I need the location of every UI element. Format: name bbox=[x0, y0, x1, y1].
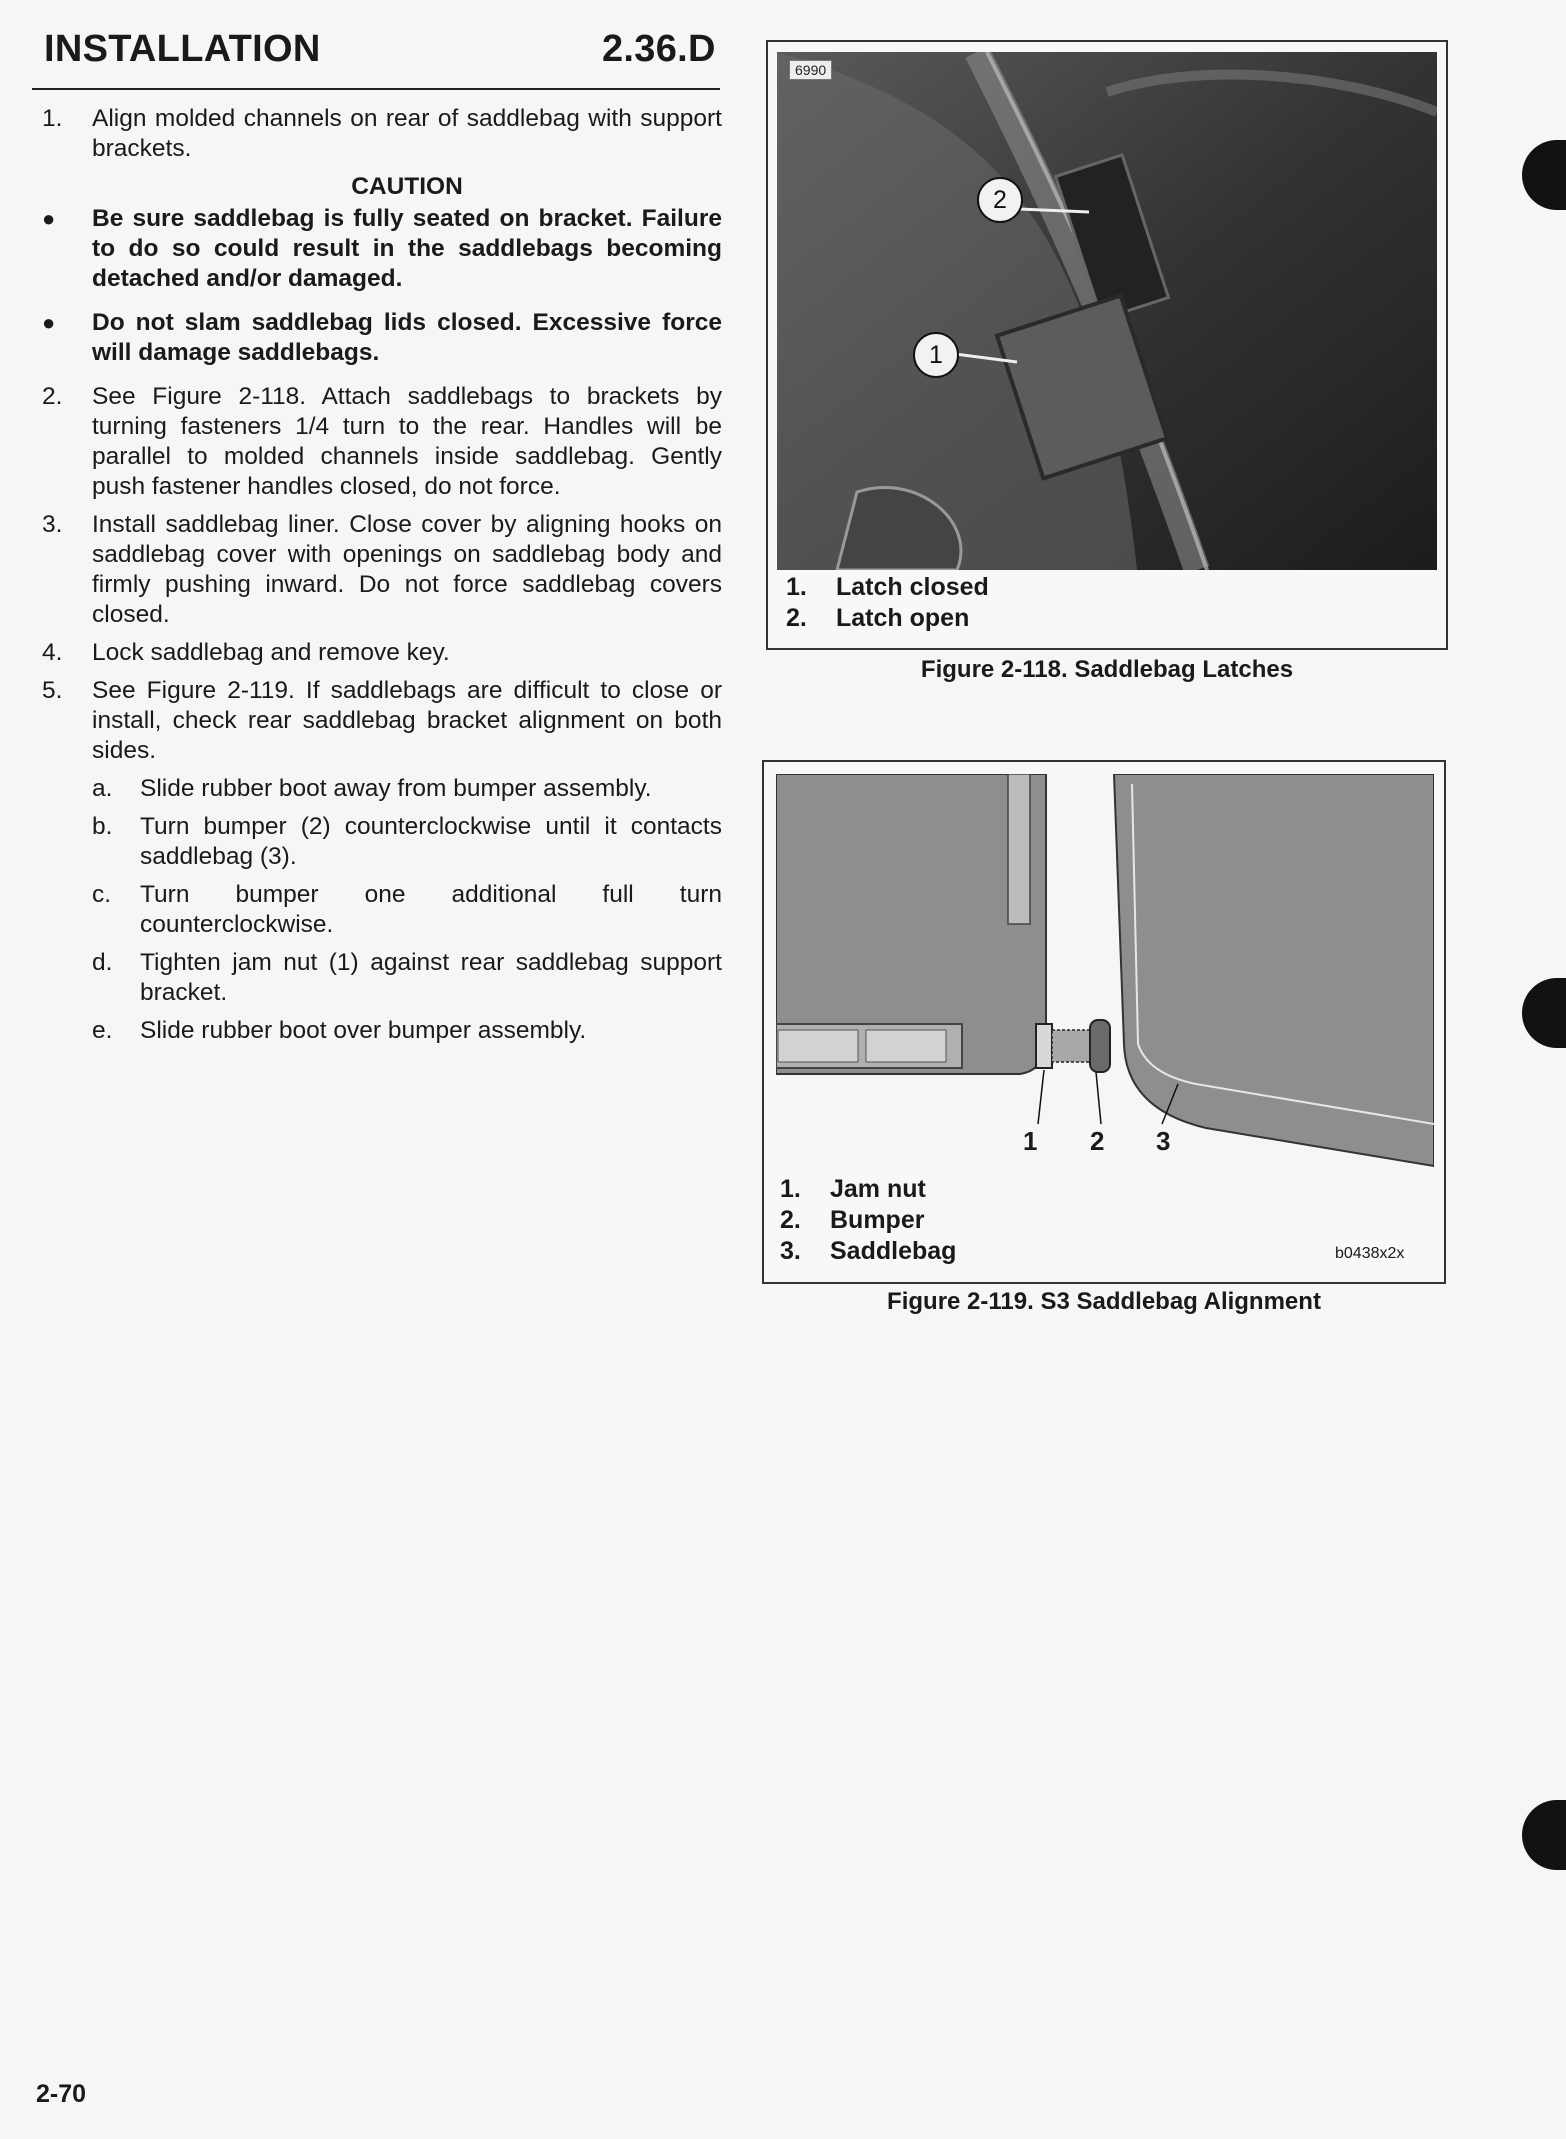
substep-a bbox=[92, 774, 722, 804]
thumb-tab bbox=[1522, 140, 1566, 210]
legend-label: Saddlebag bbox=[830, 1237, 957, 1265]
bullet-icon: ● bbox=[42, 206, 56, 231]
legend-number: 2. bbox=[786, 604, 807, 632]
step-number: 1. bbox=[42, 105, 63, 132]
substep-text: Slide rubber boot over bumper assembly. bbox=[140, 1017, 587, 1044]
step-number: 4. bbox=[42, 639, 63, 666]
step-4 bbox=[42, 638, 722, 668]
step-text: Align molded channels on rear of saddlebag with support brackets. bbox=[92, 105, 722, 162]
caution-text: Be sure saddlebag is fully seated on bracket. Failure to do so could result in the saddlebags becoming detached and/or damaged. bbox=[92, 205, 722, 292]
substep-b bbox=[92, 812, 722, 872]
latch-photo bbox=[777, 52, 1437, 570]
substep-letter: c. bbox=[92, 881, 112, 908]
instructions-column bbox=[42, 104, 722, 1054]
ref-1: 1 bbox=[1023, 1126, 1038, 1156]
step-2 bbox=[42, 382, 722, 502]
header-rule bbox=[32, 88, 720, 90]
legend-number: 1. bbox=[780, 1175, 801, 1203]
legend-label: Jam nut bbox=[830, 1175, 926, 1203]
thumb-tab bbox=[1522, 978, 1566, 1048]
page-number: 2-70 bbox=[36, 2080, 87, 2108]
figure-118-legend bbox=[786, 572, 989, 634]
substep-text: Turn bumper one additional full turn counterclockwise. bbox=[140, 881, 722, 938]
substep-text: Slide rubber boot away from bumper assembly. bbox=[140, 775, 652, 802]
caution-bullet bbox=[42, 204, 722, 294]
step-text: Lock saddlebag and remove key. bbox=[92, 639, 450, 666]
caution-title: CAUTION bbox=[351, 173, 463, 200]
step-text: See Figure 2-119. If saddlebags are difficult to close or install, check rear saddlebag bracket alignment on both sides. bbox=[92, 677, 722, 764]
step-number: 2. bbox=[42, 383, 63, 410]
step-number: 5. bbox=[42, 677, 63, 704]
thumb-tab bbox=[1522, 1800, 1566, 1870]
caution-text: Do not slam saddlebag lids closed. Excessive force will damage saddlebags. bbox=[92, 309, 722, 366]
figure-119-caption: Figure 2-119. S3 Saddlebag Alignment bbox=[887, 1288, 1321, 1315]
step-text: Install saddlebag liner. Close cover by aligning hooks on saddlebag cover with openings on saddlebag body and firmly pushing inward. Do not force saddlebag covers closed. bbox=[92, 511, 722, 628]
latch-photo-drawing bbox=[777, 52, 1437, 570]
callout-2: 2 bbox=[977, 177, 1023, 223]
substep-e bbox=[92, 1016, 722, 1046]
ref-2: 2 bbox=[1090, 1126, 1105, 1156]
legend-label: Latch open bbox=[836, 604, 970, 632]
substep-letter: e. bbox=[92, 1017, 113, 1044]
photo-id-label: 6990 bbox=[789, 60, 832, 80]
ref-3: 3 bbox=[1156, 1126, 1171, 1156]
step-5 bbox=[42, 676, 722, 766]
step-3 bbox=[42, 510, 722, 630]
figure-119-legend bbox=[780, 1174, 956, 1267]
figure-118-frame bbox=[766, 40, 1448, 650]
figure-119-frame bbox=[762, 760, 1446, 1284]
alignment-diagram bbox=[776, 774, 1434, 1174]
substep-letter: d. bbox=[92, 949, 113, 976]
step-text: See Figure 2-118. Attach saddlebags to brackets by turning fasteners 1/4 turn to the rear. Handles will be parallel to molded channels inside saddlebag. Gently push fastener handles closed, do not force. bbox=[92, 383, 722, 500]
figure-118-caption: Figure 2-118. Saddlebag Latches bbox=[920, 656, 1294, 683]
illustration-id-label: b0438x2x bbox=[1335, 1245, 1405, 1262]
callout-1: 1 bbox=[913, 332, 959, 378]
caution-bullet bbox=[42, 308, 722, 368]
substep-letter: b. bbox=[92, 813, 113, 840]
legend-number: 1. bbox=[786, 573, 807, 601]
section-code: 2.36.D bbox=[602, 28, 716, 70]
step-number: 3. bbox=[42, 511, 63, 538]
legend-number: 3. bbox=[780, 1237, 801, 1265]
legend-label: Bumper bbox=[830, 1206, 925, 1234]
legend-label: Latch closed bbox=[836, 573, 989, 601]
substep-c bbox=[92, 880, 722, 940]
substep-letter: a. bbox=[92, 775, 113, 802]
bullet-icon: ● bbox=[42, 310, 56, 335]
legend-number: 2. bbox=[780, 1206, 801, 1234]
substep-text: Turn bumper (2) counterclockwise until it contacts saddlebag (3). bbox=[140, 813, 722, 870]
step-1 bbox=[42, 104, 722, 164]
section-title: INSTALLATION bbox=[44, 28, 321, 70]
substep-text: Tighten jam nut (1) against rear saddlebag support bracket. bbox=[140, 949, 722, 1006]
substep-d bbox=[92, 948, 722, 1008]
